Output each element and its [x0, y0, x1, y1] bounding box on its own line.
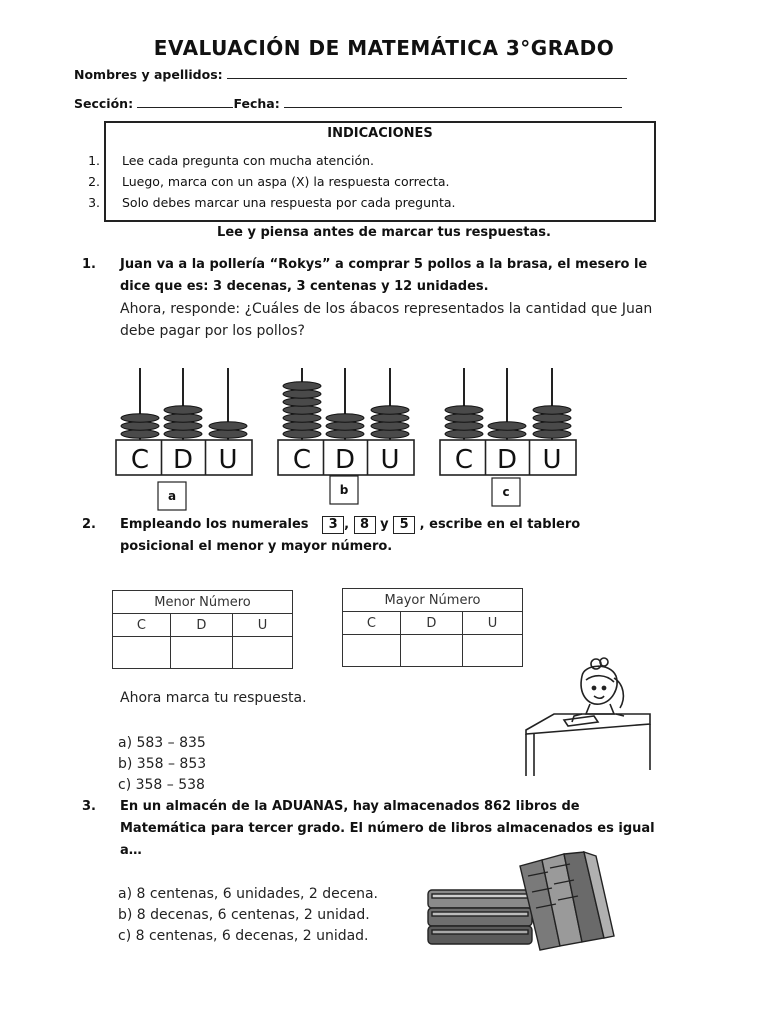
abacus-bead: [326, 422, 364, 430]
answer-cell[interactable]: [170, 637, 232, 669]
indicaciones-heading: INDICACIONES: [327, 126, 433, 141]
question-3-options: [118, 884, 378, 947]
names-line[interactable]: [227, 66, 627, 79]
instruction-note: Lee y piensa antes de marcar tus respuestas.: [217, 225, 551, 240]
abacus-bead: [283, 414, 321, 422]
place-value-label: C: [454, 445, 474, 475]
question-2-options: [118, 733, 206, 796]
question-2-prompt: Ahora marca tu respuesta.: [120, 690, 307, 706]
option-item[interactable]: a) 8 centenas, 6 unidades, 2 decena.: [118, 886, 379, 902]
abacus-bead: [283, 398, 321, 406]
abacus-bead: [121, 430, 159, 438]
question-1-number: 1.: [82, 257, 96, 272]
option-letter: b: [339, 483, 349, 497]
question-2-number: 2.: [82, 517, 96, 532]
place-label: D: [170, 614, 232, 637]
date-label: Fecha:: [233, 96, 280, 111]
numeral-box: 5: [393, 516, 415, 534]
place-value-label: D: [172, 445, 194, 475]
place-value-label: D: [334, 445, 356, 475]
place-label: U: [233, 614, 293, 637]
option-item[interactable]: b) 8 decenas, 6 centenas, 2 unidad.: [118, 907, 370, 923]
indicacion-text: Luego, marca con un aspa (X) la respuesta correcta.: [122, 174, 450, 189]
abacus-bead: [445, 430, 483, 438]
abacus-bead: [283, 430, 321, 438]
abacus-bead: [533, 422, 571, 430]
place-label: C: [343, 612, 401, 635]
question-2-rest: , escribe en el tablero: [419, 517, 581, 532]
question-1-text: [120, 254, 720, 342]
mayor-numero-header: Mayor Número: [343, 589, 523, 612]
abacus-bead: [533, 414, 571, 422]
abacus-bead: [164, 422, 202, 430]
option-letter: c: [502, 485, 510, 499]
answer-cell[interactable]: [343, 635, 401, 667]
section-date-field[interactable]: [74, 95, 622, 111]
abacus-bead: [445, 414, 483, 422]
mayor-numero-table: [342, 588, 523, 667]
option-item[interactable]: c) 8 centenas, 6 decenas, 2 unidad.: [118, 928, 369, 944]
menor-numero-header: Menor Número: [113, 591, 293, 614]
question-3-line: Matemática para tercer grado. El número de libros almacenados es igual: [120, 821, 655, 836]
question-2-line: posicional el menor y mayor número.: [120, 539, 393, 554]
stacked-books-illustration: [424, 846, 620, 954]
names-field[interactable]: [74, 66, 627, 82]
indicacion-num: 1.: [88, 153, 100, 168]
question-3-line: a…: [120, 843, 142, 858]
numeral-separator: y: [380, 517, 389, 532]
abacus-bead: [371, 406, 409, 414]
abacus-bead: [121, 422, 159, 430]
place-value-label: C: [292, 445, 312, 475]
question-1-line: Juan va a la pollería “Rokys” a comprar 5 pollos a la brasa, el mesero le: [120, 257, 648, 272]
indicacion-num: 2.: [88, 174, 100, 189]
abacus-bead: [283, 422, 321, 430]
place-value-label: U: [218, 445, 238, 475]
menor-numero-table: [112, 590, 293, 669]
option-item[interactable]: b) 358 – 853: [118, 756, 207, 772]
abacus-bead: [445, 422, 483, 430]
place-label: C: [113, 614, 171, 637]
abacus-bead: [283, 382, 321, 390]
answer-cell[interactable]: [463, 635, 523, 667]
abacus-bead: [371, 430, 409, 438]
abacus-bead: [445, 406, 483, 414]
abacus-bead: [164, 430, 202, 438]
numeral-separator: ,: [344, 517, 350, 532]
section-label: Sección:: [74, 96, 134, 111]
place-value-label: U: [542, 445, 562, 475]
abacus-bead: [121, 414, 159, 422]
answer-cell[interactable]: [113, 637, 171, 669]
section-line[interactable]: [137, 95, 233, 108]
indicacion-num: 3.: [88, 195, 100, 210]
abacus-bead: [488, 422, 526, 430]
place-value-label: U: [380, 445, 400, 475]
indicacion-text: Lee cada pregunta con mucha atención.: [122, 153, 375, 168]
place-label: D: [400, 612, 462, 635]
abacus-bead: [326, 430, 364, 438]
question-2-line: [120, 514, 740, 536]
names-label: Nombres y apellidos:: [74, 67, 223, 82]
answer-cell[interactable]: [233, 637, 293, 669]
option-letter: a: [167, 489, 177, 503]
abacus-bead: [283, 390, 321, 398]
place-value-label: D: [496, 445, 518, 475]
abacus-bead: [371, 414, 409, 422]
question-2-text: [120, 514, 740, 558]
question-1-line: Ahora, responde: ¿Cuáles de los ábacos representados la cantidad que Juan: [120, 301, 653, 317]
place-label: U: [463, 612, 523, 635]
abacus-bead: [326, 414, 364, 422]
indicacion-text: Solo debes marcar una respuesta por cada pregunta.: [122, 195, 456, 210]
option-item[interactable]: a) 583 – 835: [118, 735, 206, 751]
question-3-number: 3.: [82, 799, 96, 814]
abacus-group: [0, 360, 768, 520]
place-value-label: C: [130, 445, 150, 475]
numeral-box: 8: [354, 516, 376, 534]
question-2-intro: Empleando los numerales: [120, 517, 309, 532]
page-title: EVALUACIÓN DE MATEMÁTICA 3°GRADO: [153, 36, 615, 60]
abacus-bead: [283, 406, 321, 414]
abacus-bead: [533, 406, 571, 414]
student-at-desk-illustration: [524, 650, 654, 780]
abacus-bead: [209, 422, 247, 430]
abacus-bead: [164, 406, 202, 414]
abacus-bead: [209, 430, 247, 438]
option-item[interactable]: c) 358 – 538: [118, 777, 205, 793]
abacus-bead: [488, 430, 526, 438]
date-line[interactable]: [284, 95, 622, 108]
question-1-line: dice que es: 3 decenas, 3 centenas y 12 unidades.: [120, 279, 489, 294]
answer-cell[interactable]: [400, 635, 462, 667]
question-3-line: En un almacén de la ADUANAS, hay almacenados 862 libros de: [120, 799, 580, 814]
indicaciones-box: [88, 121, 656, 222]
abacus-bead: [371, 422, 409, 430]
abacus-bead: [164, 414, 202, 422]
abacus-bead: [533, 430, 571, 438]
question-1-line: debe pagar por los pollos?: [120, 323, 305, 339]
numeral-box: 3: [322, 516, 344, 534]
